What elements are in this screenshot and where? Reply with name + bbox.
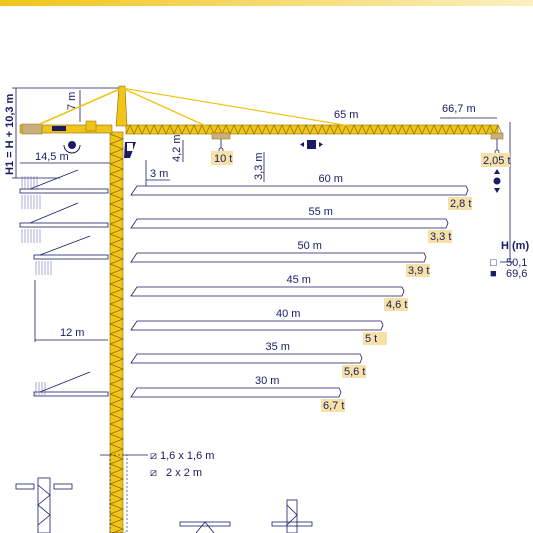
jib-config-length: 40 m: [276, 308, 301, 320]
jib-configurations: [131, 173, 472, 412]
jib-config-length: 50 m: [297, 240, 322, 252]
jib-config-bar: [131, 354, 362, 363]
jib-config-bar: [131, 219, 448, 228]
h1-formula-label: H1 = H + 10,3 m: [4, 93, 16, 175]
jib-max-label: 66,7 m: [442, 103, 476, 115]
jib-config-length: 60 m: [318, 173, 343, 185]
jib-config-tip-load: 3,3 t: [430, 231, 452, 243]
mast-section-1-value: 1,6 x 1,6 m: [160, 450, 215, 462]
ballast-offset-label: 12 m: [60, 327, 85, 339]
jib-config-bar: [131, 253, 426, 262]
load-tip-label: 2,05 t: [483, 155, 511, 167]
jib-config-length: 45 m: [286, 274, 311, 286]
height-table-title: H (m): [501, 240, 530, 252]
jib-config-tip-load: 5 t: [365, 333, 378, 345]
jib-config-tip-load: 5,6 t: [344, 366, 366, 378]
jib-config-tip-load: 4,6 t: [386, 299, 408, 311]
height-row-2-symbol: ■: [490, 268, 497, 280]
height-row-1-symbol: □: [490, 257, 497, 269]
jib-config-bar: [131, 186, 468, 195]
height-row-2-value: 69,6: [506, 268, 528, 280]
jib-config-length: 35 m: [265, 341, 290, 353]
mast-top-height-label: 7 m: [66, 91, 78, 110]
jib-config-tip-load: 3,9 t: [408, 265, 430, 277]
jib-config-tip-load: 2,8 t: [450, 198, 472, 210]
jib-65-label: 65 m: [334, 109, 359, 121]
jib-config-bar: [131, 321, 383, 330]
mast-section-2-value: 2 x 2 m: [166, 467, 203, 479]
jib-config-length: 30 m: [255, 375, 280, 387]
hook-height-label: 4,2 m: [171, 134, 183, 162]
load-min-radius-label: 10 t: [214, 153, 233, 165]
jib-config-tip-load: 6,7 t: [323, 400, 345, 412]
min-radius-label: 3 m: [150, 168, 169, 180]
jib-config-length: 55 m: [308, 206, 333, 218]
jib-config-bar: [131, 287, 404, 296]
hook-height-2-label: 3,3 m: [253, 152, 265, 180]
jib-config-bar: [131, 388, 341, 397]
counter-jib-length-label: 14,5 m: [35, 151, 69, 163]
height-row-1-value: 50,1: [506, 257, 528, 269]
mast-section-1-symbol: ⧄: [150, 450, 157, 462]
mast-section-2-symbol: ⧄: [150, 467, 157, 479]
